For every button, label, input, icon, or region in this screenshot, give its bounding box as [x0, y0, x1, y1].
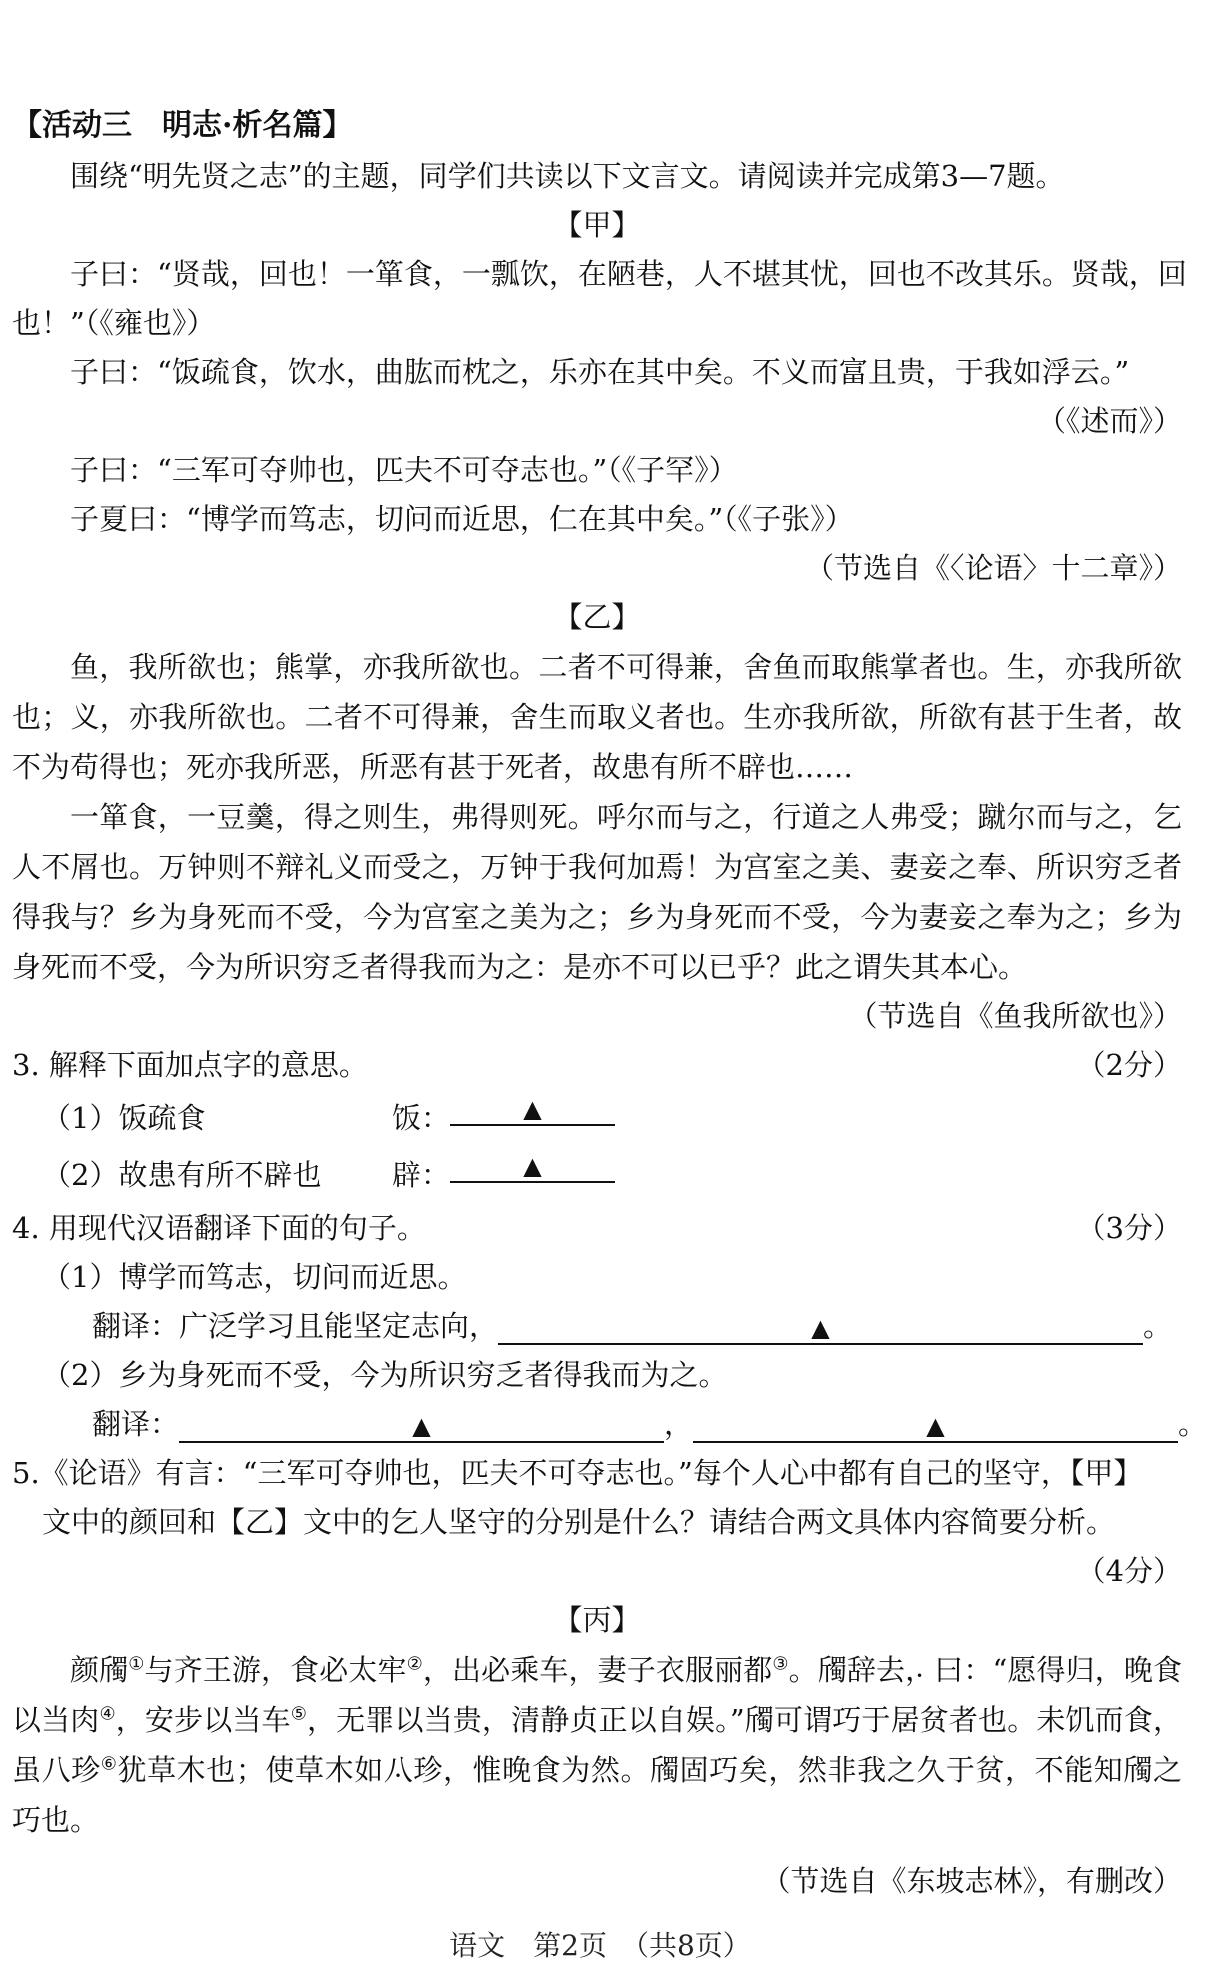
passage-yi-title: 【乙】: [553, 600, 641, 634]
answer-blank-bi[interactable]: ▲: [450, 1147, 615, 1183]
translation-1-blank[interactable]: ▲: [498, 1309, 1143, 1345]
question-5-line-2: 文中的颜回和【乙】文中的乞人坚守的分别是什么？请结合两文具体内容简要分析。: [42, 1505, 1116, 1539]
jia-line-2-source: （《述而》）: [1036, 404, 1182, 438]
yi-source: （节选自《鱼我所欲也》）: [848, 999, 1182, 1033]
footnote-marker: ③: [772, 1653, 789, 1675]
footnote-marker: ⑤: [290, 1703, 307, 1725]
yi-paragraph-2: 一箪食，一豆羹，得之则生，弗得则死。呼尔而与之，行道之人弗受；蹴尔而与之，乞人不屑也。万钟则不辩礼义而受之，万钟于我何加焉！为宫室之美、妻妾之奉、所识穷乏者得我与？乡为身死而不受，今为宫室之美为之；乡为身死而不受，今为妻妾之奉为之；乡为身死而不受，今为所识穷乏者得我而为之：是亦不可以已乎？此之谓失其本心。: [12, 800, 1182, 984]
question-3: 3. 解释下面加点字的意思。 （2分）: [12, 1048, 1182, 1082]
translation-2-blank-a[interactable]: ▲: [179, 1407, 664, 1443]
question-5-score: （4分）: [1076, 1554, 1182, 1588]
footnote-marker: ⑥: [100, 1753, 118, 1775]
bing-paragraph: 颜斶①与齐王游，食必太牢②，出必乘车，妻子衣服丽都③。斶辞去 •，曰：“愿得归，晚食以当肉④，安步以当车⑤，无罪以当贵，清静贞正以自娱。”斶可谓巧于 •居贫者也。未饥而食，虽八珍⑥犹草木也；使草木如 •八珍，惟晚食为然。斶固巧矣，然非我之久于贫，不能知斶之巧也。: [12, 1645, 1182, 1845]
translation-2-blank-b[interactable]: ▲: [693, 1407, 1178, 1443]
passage-jia-title: 【甲】: [553, 208, 641, 242]
jia-line-1a: 子曰：“贤哉，回也！一箪食，一瓢饮，在陋巷，人不堪其忧，回也不改其乐。贤哉，回: [70, 257, 1187, 291]
intro-text: 围绕“明先贤之志”的主题，同学们共读以下文言文。请阅读并完成第3—7题。: [70, 159, 1065, 193]
dotted-char-bi: 辟 •: [737, 750, 766, 784]
footnote-marker: ②: [406, 1653, 423, 1675]
jia-line-1b: 也！”（《雍也》）: [12, 306, 216, 340]
translation-2: 翻译： ▲ ， ▲ 。: [92, 1407, 1207, 1441]
question-4-item-2: （2）乡为身死而不受，今为所识穷乏者得我而为之。: [42, 1358, 728, 1392]
question-5-line-1: 5.《论语》有言：“三军可夺帅也，匹夫不可夺志也。”每个人心中都有自己的坚守，【甲】: [12, 1456, 1143, 1490]
question-4-item-1: （1）博学而笃志，切问而近思。: [42, 1260, 467, 1294]
yi-paragraph-1: 鱼，我所欲也；熊掌，亦我所欲也。二者不可得兼，舍鱼而取熊掌者也。生，亦我所欲也；义，亦我所欲也。二者不可得兼，舍生而取义者也。生亦我所欲，所欲有甚于生者，故不为苟得也；死亦我所恶，所恶有甚于死者，故患有所不辟 •也……: [12, 642, 1182, 792]
footnote-marker: ④: [99, 1703, 116, 1725]
jia-line-2: 子曰：“饭 •疏食，饮水，曲肱而枕之，乐亦在其中矣。不义而富且贵，于我如浮云。”: [12, 348, 1182, 397]
activity-heading: 【活动三 明志·析名篇】: [12, 108, 353, 143]
jia-line-4: 子夏曰：“博学而笃志，切问而近思，仁在其中矣。”（《子张》）: [70, 502, 854, 536]
dotted-char-qu: 去 •: [876, 1653, 905, 1687]
question-3-item-1: （1）饭 •疏食 饭： ▲: [12, 1090, 1182, 1147]
question-4: 4. 用现代汉语翻译下面的句子。 （3分）: [12, 1211, 1182, 1245]
jia-source: （节选自《〈论语〉十二章》）: [804, 551, 1182, 585]
jia-line-3: 子曰：“三军可夺帅也，匹夫不可夺志也。”（《子罕》）: [70, 453, 738, 487]
passage-bing-title: 【丙】: [553, 1603, 641, 1637]
bing-source: （节选自《东坡志林》，有删改）: [761, 1864, 1182, 1898]
answer-blank-fan[interactable]: ▲: [450, 1090, 615, 1126]
dotted-char-fan: 饭 •: [172, 355, 201, 389]
question-3-item-2: （2）故患有所不辟 •也 辟： ▲: [12, 1147, 1182, 1204]
footnote-marker: ①: [128, 1653, 145, 1675]
dotted-char-ru: 如 •: [354, 1753, 384, 1787]
page-footer: 语文 第2页 （共8页）: [449, 1929, 751, 1962]
translation-1: 翻译：广泛学习且能坚定志向， ▲ 。: [92, 1309, 1173, 1343]
dotted-char-yu: 于 •: [861, 1703, 890, 1737]
